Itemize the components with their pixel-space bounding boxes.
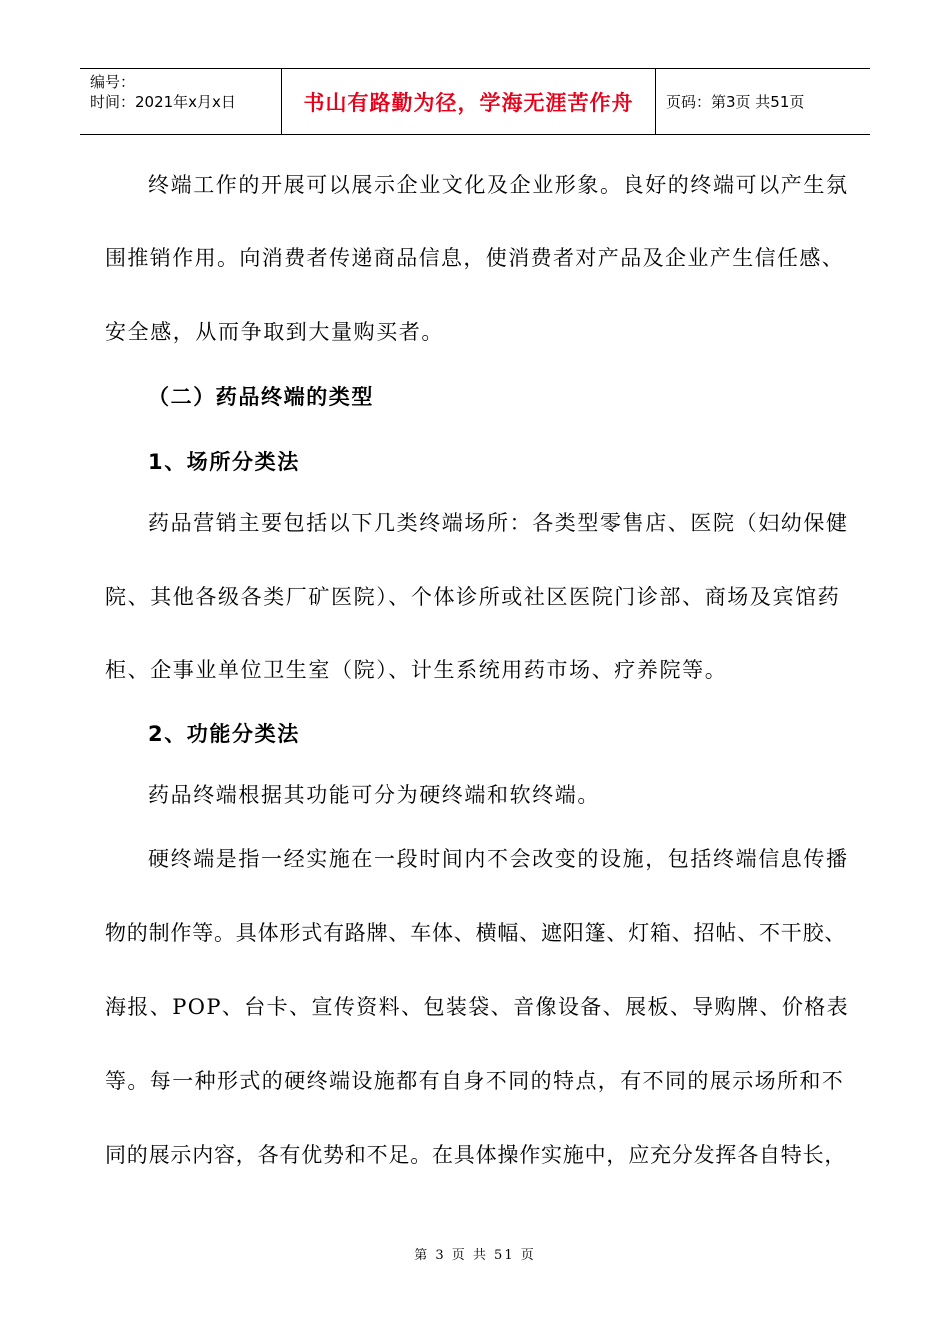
paragraph-line: 柜、企事业单位卫生室（院）、计生系统用药市场、疗养院等。: [105, 658, 728, 682]
paragraph-line: 物的制作等。具体形式有路牌、车体、横幅、遮阳篷、灯箱、招帖、不干胶、: [105, 921, 847, 945]
subsection-heading: 2、功能分类法: [148, 722, 300, 746]
header-page-info: 页码：第3页 共51页: [666, 93, 805, 111]
header-meta: [80, 69, 282, 134]
paragraph-line: 终端工作的开展可以展示企业文化及企业形象。良好的终端可以产生氛: [148, 173, 849, 197]
page-header: [80, 68, 870, 135]
paragraph-line: 安全感，从而争取到大量购买者。: [105, 320, 444, 344]
paragraph-line: 等。每一种形式的硬终端设施都有自身不同的特点，有不同的展示场所和不: [105, 1069, 845, 1093]
page-footer: 第 3 页 共 51 页: [414, 1248, 536, 1263]
serial-number-label: 编号：: [90, 73, 136, 91]
paragraph-line: 药品营销主要包括以下几类终端场所：各类型零售店、医院（妇幼保健: [148, 511, 849, 535]
subsection-heading: 1、场所分类法: [148, 450, 300, 474]
paragraph-line: 硬终端是指一经实施在一段时间内不会改变的设施，包括终端信息传播: [148, 847, 849, 871]
paragraph-line: 院、其他各级各类厂矿医院）、个体诊所或社区医院门诊部、商场及宾馆药: [105, 585, 841, 609]
paragraph-line: 海报、POP、台卡、宣传资料、包装袋、音像设备、展板、导购牌、价格表: [105, 995, 850, 1019]
paragraph-line: 围推销作用。向消费者传递商品信息，使消费者对产品及企业产生信任感、: [105, 246, 845, 270]
section-heading: （二）药品终端的类型: [148, 385, 374, 409]
date-label: 时间：2021年x月x日: [90, 93, 236, 111]
paragraph-line: 药品终端根据其功能可分为硬终端和软终端。: [148, 783, 600, 807]
paragraph-line: 同的展示内容，各有优势和不足。在具体操作实施中，应充分发挥各自特长，: [105, 1143, 847, 1167]
header-motto: 书山有路勤为径，学海无涯苦作舟: [282, 69, 656, 134]
